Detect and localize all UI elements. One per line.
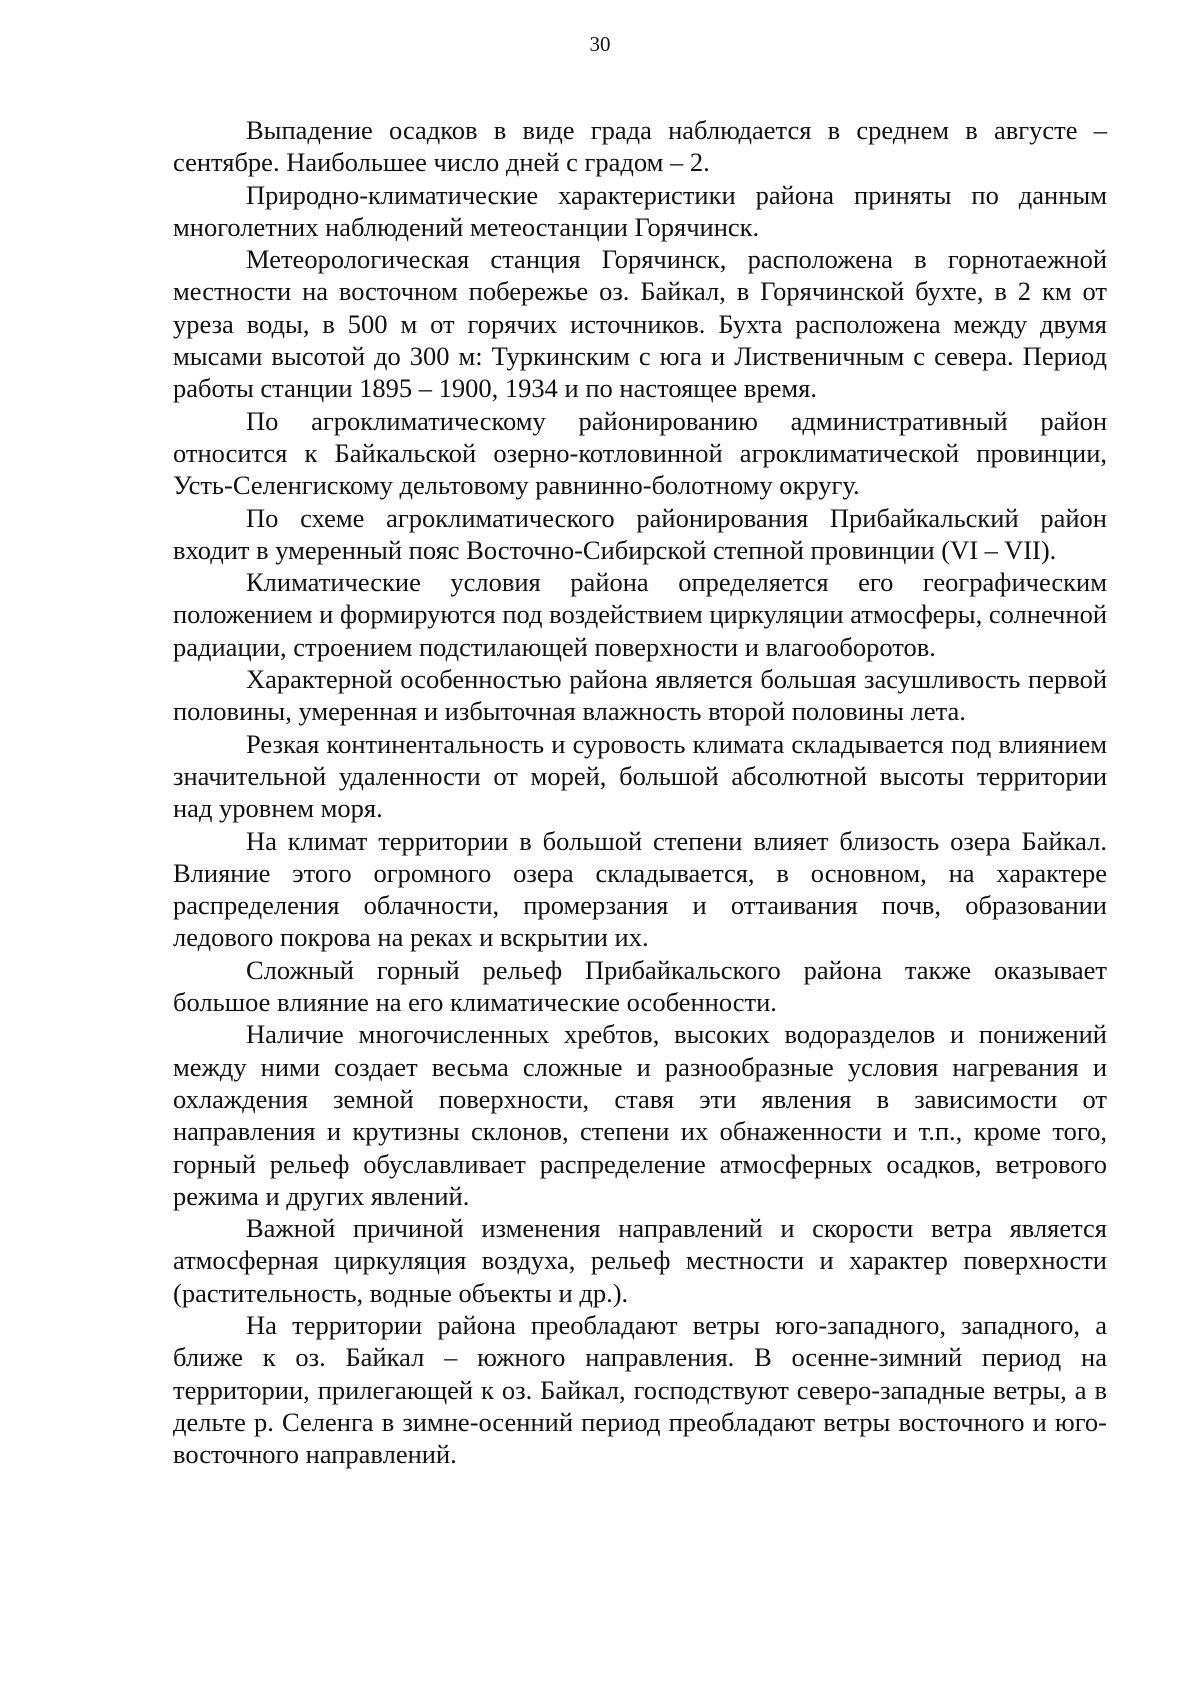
paragraph-climatic-conditions: Климатические условия района определяется его географическим положением и формируются под воздействием циркуляции атмосферы, солнечной радиации, строением подстилающей поверхности и влагооборотов. [173, 567, 1107, 662]
paragraph-mountain-relief: Сложный горный рельеф Прибайкальского района также оказывает большое влияние на его климатические особенности. [173, 954, 1107, 1018]
paragraph-aridity: Характерной особенностью района является большая засушливость первой половины, умеренная и избыточная влажность второй половины лета. [173, 664, 1107, 727]
page-number: 30 [589, 32, 611, 56]
paragraph-agroclimatic-scheme: По схеме агроклиматического районирования Прибайкальский район входит в умеренный пояс Восточно-Сибирской степной провинции (VI – VII). [173, 502, 1107, 565]
paragraph-hail: Выпадение осадков в виде града наблюдается в среднем в августе – сентябре. Наибольшее число дней с градом – 2. [173, 115, 1107, 178]
paragraph-wind-causes: Важной причиной изменения направлений и скорости ветра является атмосферная циркуляция воздуха, рельеф местности и характер поверхности (растительность, водные объекты и др.). [173, 1213, 1107, 1308]
paragraph-prevailing-winds: На территории района преобладают ветры юго-западного, западного, а ближе к оз. Байкал – южного направления. В осенне-зимний период на территории, прилегающей к оз. Байкал, господствуют северо-западные ветры, а в дельте р. Селенга в зимне-осенний период преобладают ветры восточного и юго-восточного направлений. [173, 1309, 1107, 1470]
paragraph-baikal-influence: На климат территории в большой степени влияет близость озера Байкал. Влияние этого огромного озера складывается, в основном, на характере распределения облачности, промерзания и оттаивания почв, образовании ледового покрова на реках и вскрытии их. [173, 825, 1107, 953]
paragraph-weather-station: Метеорологическая станция Горячинск, расположена в горнотаежной местности на восточном побережье оз. Байкал, в Горячинской бухте, в 2 км от уреза воды, в 500 м от горячих источников. Бухта расположена между двумя мысами высотой до 300 м: Туркинским с юга и Лиственичным с севера. Период работы станции 1895 – 1900, 1934 и по настоящее время. [173, 244, 1107, 404]
paragraph-ridges: Наличие многочисленных хребтов, высоких водоразделов и понижений между ними создает весьма сложные и разнообразные условия нагревания и охлаждения земной поверхности, ставя эти явления в зависимости от направления и крутизны склонов, степени их обнаженности и т.п., кроме того, горный рельеф обуславливает распределение атмосферных осадков, ветрового режима и других явлений. [173, 1019, 1107, 1211]
paragraph-climate-characteristics: Природно-климатические характеристики района приняты по данным многолетних наблюдений метеостанции Горячинск. [173, 179, 1107, 242]
paragraph-agroclimatic-zoning: По агроклиматическому районированию административный район относится к Байкальской озерно-котловинной агроклиматической провинции, Усть-Селенгиcкому дельтовому равнинно-болотному округу. [173, 405, 1107, 501]
paragraph-continentality: Резкая континентальность и суровость климата складывается под влиянием значительной удаленности от морей, большой абсолютной высоты территории над уровнем моря. [173, 728, 1107, 824]
body-text [173, 114, 1107, 1470]
